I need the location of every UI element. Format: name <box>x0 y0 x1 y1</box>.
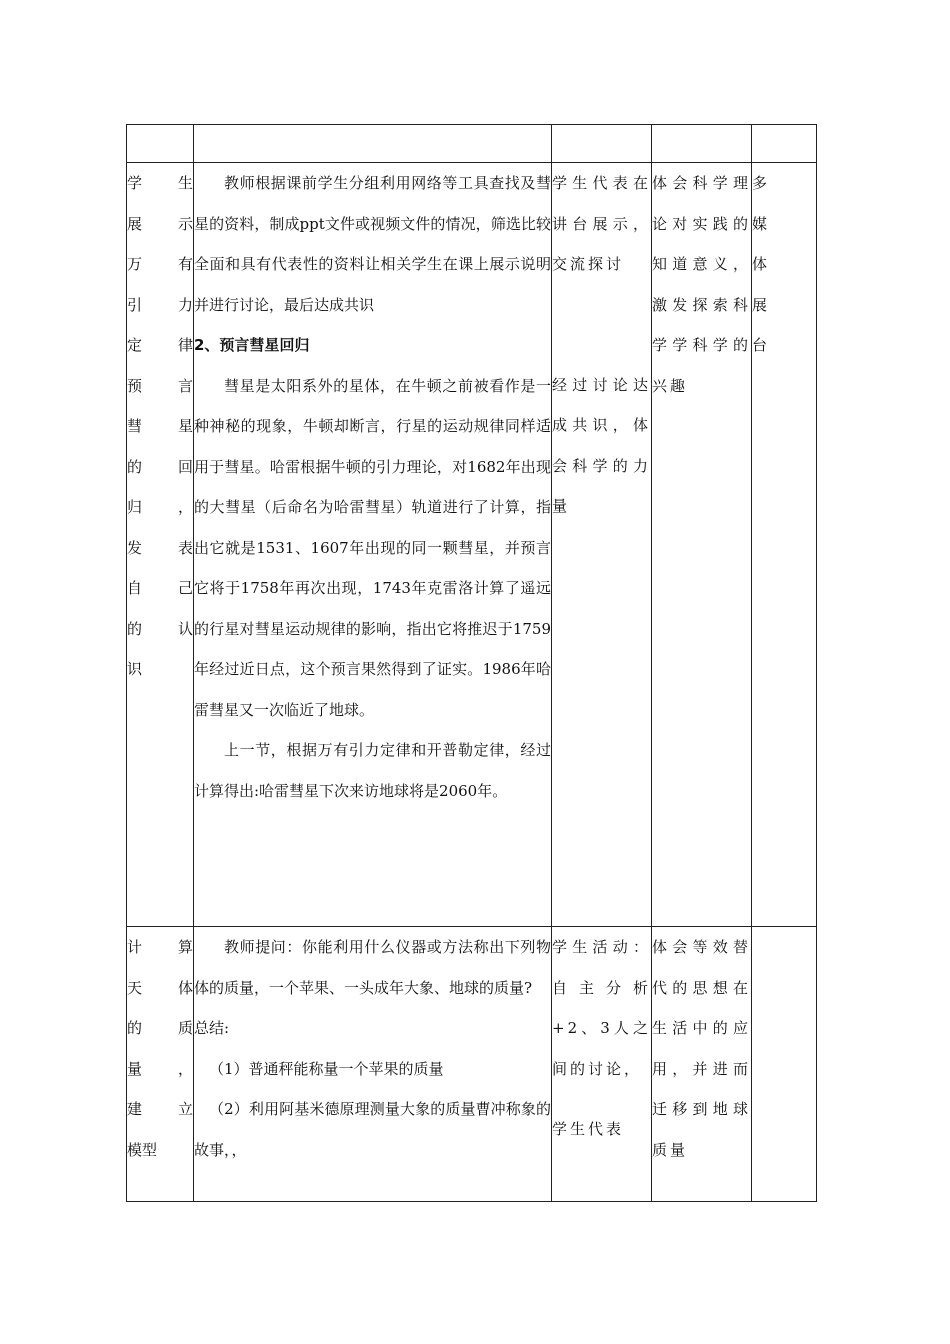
header-cell <box>552 125 652 163</box>
student-activity-text: 学生代表 <box>552 1120 625 1138</box>
question-paragraph: 教师提问：你能利用什么仪器或方法称出下列物体的质量，一个苹果、一头成年大象、地球的质量? <box>194 938 551 997</box>
topic-line: 定 律 <box>127 336 193 354</box>
table-row <box>127 163 817 927</box>
design-intent-cell <box>652 163 752 927</box>
topic-line: 归 ， <box>127 498 193 516</box>
header-cell <box>752 125 817 163</box>
comet-paragraph: 彗星是太阳系外的星体，在牛顿之前被看作是一种神秘的现象，牛顿却断言，行星的运动规律同样适用于彗星。哈雷根据牛顿的引力理论，对1682年出现的大彗星（后命名为哈雷彗星）轨道进行了计算，指出它就是1531、1607年出现的同一颗彗星，并预言它将于1758年再次出现，1743年克雷洛计算了遥远的行星对彗星运动规律的影响，指出它将推迟于1759年经过近日点，这个预言果然得到了证实。1986年哈雷彗星又一次临近了地球。 <box>194 376 551 719</box>
topic-line: 量 ， <box>127 1059 193 1078</box>
media-line: 多 媒 <box>752 174 803 233</box>
student-activity-cell <box>552 163 652 927</box>
topic-line: 的 质 <box>127 1019 193 1037</box>
topic-line: 引 力 <box>127 295 193 314</box>
media-line: 台 <box>752 336 778 354</box>
topic-line: 万 有 <box>127 255 193 273</box>
student-activity-text: 学生活动：自主分析+2、3人之间的讨论， <box>552 938 651 1078</box>
topic-line: 天 体 <box>127 978 193 997</box>
table-header-row <box>127 125 817 163</box>
table-row <box>127 927 817 1202</box>
intro-paragraph: 教师根据课前学生分组利用网络等工具查找及彗星的资料，制成ppt文件或视频文件的情况，筛选比较全面和具有代表性的资料让相关学生在课上展示说明并进行讨论，最后达成共识 <box>194 174 551 314</box>
content-cell <box>194 163 552 927</box>
topic-cell <box>127 163 194 927</box>
summary-item: （1）普通秤能称量一个苹果的质量 <box>209 1059 444 1078</box>
topic-line: 模型 <box>127 1140 158 1159</box>
topic-line: 识 <box>127 660 143 678</box>
lesson-plan-table <box>126 124 817 1202</box>
section-heading: 2、预言彗星回归 <box>194 336 310 354</box>
topic-line: 计 算 <box>127 938 193 956</box>
topic-line: 的 回 <box>127 457 193 476</box>
header-cell <box>127 125 194 163</box>
topic-line: 建 立 <box>127 1100 193 1118</box>
student-activity-text: 学生代表在讲台展示，交流探讨 <box>552 174 651 273</box>
media-cell <box>752 927 817 1202</box>
student-activity-cell <box>552 927 652 1202</box>
content-cell <box>194 927 552 1202</box>
summary-label: 总结: <box>194 1019 230 1037</box>
summary-item: （2）利用阿基米德原理测量大象的质量曹冲称象的故事，， <box>194 1100 551 1159</box>
conclusion-paragraph: 上一节，根据万有引力定律和开普勒定律，经过计算得出:哈雷彗星下次来访地球将是2060年。 <box>194 741 551 800</box>
topic-line: 的 认 <box>127 619 193 638</box>
header-cell <box>194 125 552 163</box>
media-cell <box>752 163 817 927</box>
design-intent-text: 体会等效替代的思想在生活中的应用，并进而迁移到地球质量 <box>652 938 751 1159</box>
design-intent-cell <box>652 927 752 1202</box>
topic-line: 学 生 <box>127 174 193 192</box>
topic-line: 展 示 <box>127 214 193 233</box>
header-cell <box>652 125 752 163</box>
topic-line: 发 表 <box>127 538 193 557</box>
topic-cell <box>127 927 194 1202</box>
topic-line: 彗 星 <box>127 417 193 435</box>
media-line: 体 展 <box>752 255 803 314</box>
design-intent-text: 体会科学理论对实践的知道意义，激发探索科学学科学的兴趣 <box>652 174 751 395</box>
student-activity-text: 经过讨论达成共识，体会科学的力量 <box>552 375 651 515</box>
topic-line: 自 己 <box>127 579 193 597</box>
topic-line: 预 言 <box>127 376 193 395</box>
